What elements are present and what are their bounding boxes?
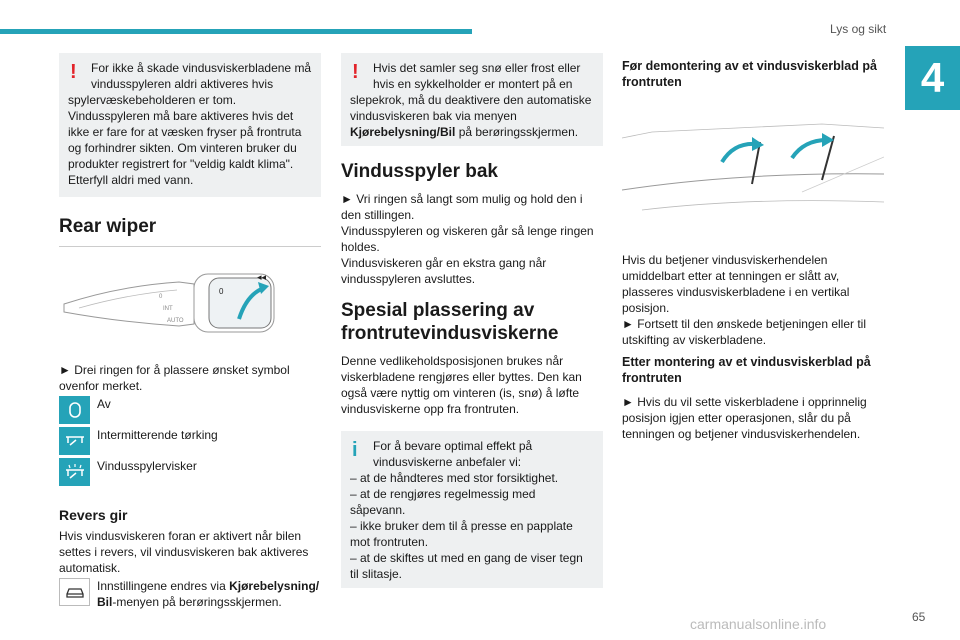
spyler-text-2: Vindusspyleren og viskeren går så lenge ringen holdes. bbox=[341, 224, 594, 254]
column-1 bbox=[59, 53, 321, 610]
wiper-intermittent-icon bbox=[59, 427, 90, 455]
chapter-number-tab: 4 bbox=[905, 46, 960, 110]
column-3 bbox=[622, 58, 884, 442]
svg-text:◂◂: ◂◂ bbox=[257, 272, 267, 282]
svg-text:INT: INT bbox=[163, 306, 173, 312]
header-accent-bar bbox=[0, 29, 472, 34]
info-icon: i bbox=[352, 439, 358, 461]
symbol-row-off bbox=[59, 396, 321, 424]
montering-text: ► Hvis du vil sette viskerbladene i opprinnelig posisjon igjen etter operasjonen, slår du på tenningen og betjener vindusviskerhendelen. bbox=[622, 395, 867, 441]
symbol-row-intermittent bbox=[59, 427, 321, 455]
warning-menu-name: Kjørebelysning/Bil bbox=[350, 125, 456, 139]
title-divider bbox=[59, 246, 321, 247]
warning-first-line: Hvis det samler seg snø eller frost eller hvis en sykkelholder er montert på en bbox=[373, 61, 581, 91]
info-item: – at de håndteres med stor forsiktighet. bbox=[350, 471, 559, 485]
svg-text:0: 0 bbox=[159, 294, 163, 300]
info-item: – at de rengjøres regelmessig med såpevann. bbox=[350, 487, 536, 517]
revers-text: Hvis vindusviskeren foran er aktivert når bilen settes i revers, vil vindusviskeren bak aktiveres automatisk. bbox=[59, 529, 309, 575]
warning-text-part1: slepekrok, må du deaktivere den automatiske vindusviskeren bak via menyen bbox=[350, 93, 592, 123]
demontering-title: Før demontering av et vindusviskerblad på frontruten bbox=[622, 59, 877, 89]
section-title: Lys og sikt bbox=[830, 22, 887, 36]
svg-text:AUTO: AUTO bbox=[167, 318, 184, 324]
warning-note bbox=[59, 53, 321, 197]
settings-menu-name: Kjørebelysning/ Bil bbox=[97, 579, 320, 609]
warning-note bbox=[341, 53, 603, 146]
instruction-text: ► Drei ringen for å plassere ønsket symbol ovenfor merket. bbox=[59, 363, 290, 393]
wiper-washer-icon bbox=[59, 458, 90, 486]
rear-wiper-title: Rear wiper bbox=[59, 216, 157, 237]
info-item: – at de skiftes ut med en gang de viser tegn til slitasje. bbox=[350, 551, 583, 581]
info-first-line: For å bevare optimal effekt på vindusviskerne anbefaler vi: bbox=[373, 439, 533, 469]
warning-first-line: For ikke å skade vindusviskerbladene må vindusspyleren aldri aktiveres hvis bbox=[91, 61, 312, 91]
wiper-stalk-drawing bbox=[59, 264, 321, 344]
settings-text-part2: -menyen på berøringsskjermen. bbox=[112, 595, 282, 609]
warning-text-part2: på berøringsskjermen. bbox=[455, 125, 579, 139]
info-note bbox=[341, 431, 603, 588]
revers-title: Revers gir bbox=[59, 507, 128, 523]
windshield-drawing bbox=[622, 102, 884, 222]
watermark: carmanualsonline.info bbox=[690, 616, 827, 632]
car-icon bbox=[59, 578, 90, 606]
symbol-label: Av bbox=[97, 397, 111, 411]
spyler-text-3: Vindusviskeren går en ekstra gang når vindusspyleren avsluttes. bbox=[341, 256, 547, 286]
settings-text bbox=[97, 578, 321, 610]
continue-text: ► Fortsett til den ønskede betjeningen eller til utskifting av viskerbladene. bbox=[622, 317, 867, 347]
warning-icon: ! bbox=[70, 61, 77, 83]
warning-text: spylervæskebeholderen er tom. Vindusspyleren må bare aktiveres hvis det ikke er fare for at væsken fryser på frontruta og forhindrer sikten. Om vinteren bruker du produkter registrert for "veldig kaldt klima". Etterfyll aldri med vann. bbox=[68, 93, 302, 187]
symbol-label: Intermitterende tørking bbox=[97, 428, 218, 442]
settings-row bbox=[59, 578, 321, 610]
settings-text-part1: Innstillingene endres via bbox=[97, 579, 230, 593]
svg-text:0: 0 bbox=[219, 287, 224, 296]
page-number: 65 bbox=[912, 610, 926, 624]
windshield-illustration bbox=[622, 102, 884, 222]
symbol-label: Vindusspylervisker bbox=[97, 459, 197, 473]
symbol-row-washer bbox=[59, 458, 321, 486]
spesial-text: Denne vedlikeholdsposisjonen brukes når viskerbladene rengjøres eller byttes. Den kan også være nyttig om vinteren (is, snø) å løfte vindusviskerne opp fra frontruten. bbox=[341, 354, 582, 416]
montering-title: Etter montering av et vindusviskerblad på frontruten bbox=[622, 355, 871, 385]
spyler-title: Vindusspyler bak bbox=[341, 161, 498, 182]
info-item: – ikke bruker dem til å presse en papplate mot frontruten. bbox=[350, 519, 573, 549]
column-2 bbox=[341, 53, 603, 588]
demontering-text: Hvis du betjener vindusviskerhendelen umiddelbart etter at tenningen er slått av, plasseres vindusviskerbladene i en vertikal posisjon. bbox=[622, 253, 850, 315]
spesial-title: Spesial plassering av frontrutevindusviskerne bbox=[341, 300, 559, 344]
wiper-stalk-illustration bbox=[59, 264, 321, 344]
warning-icon: ! bbox=[352, 61, 359, 83]
spyler-text-1: ► Vri ringen så langt som mulig og hold den i den stillingen. bbox=[341, 192, 583, 222]
wiper-off-icon bbox=[59, 396, 90, 424]
